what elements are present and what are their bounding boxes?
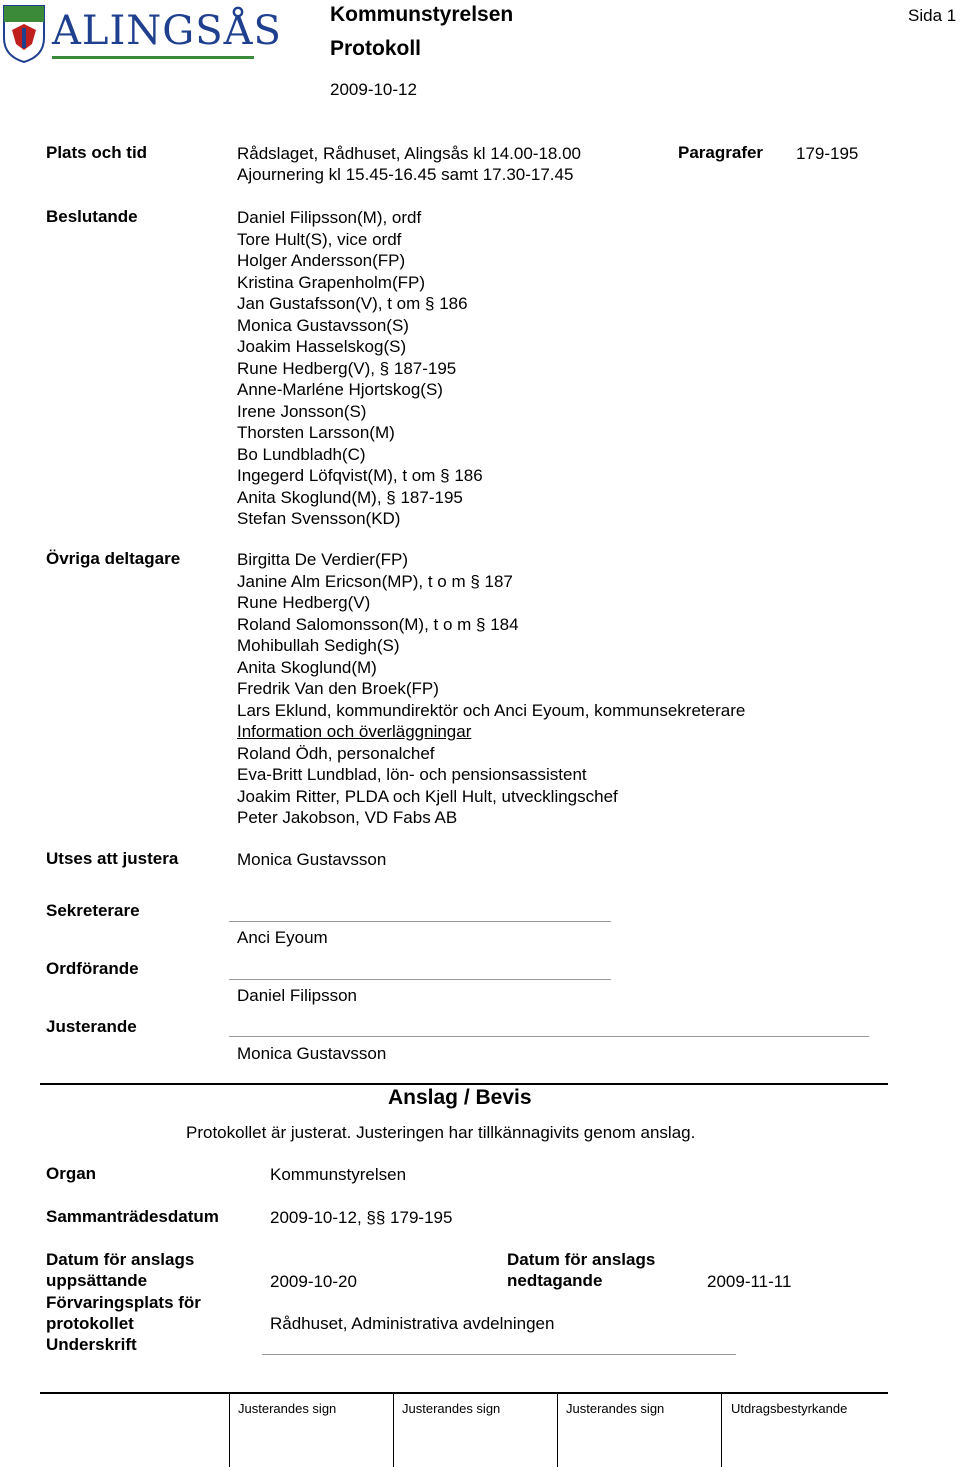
section-divider — [40, 1083, 888, 1085]
coat-of-arms-icon — [2, 4, 46, 64]
ovriga-list — [237, 549, 745, 829]
list-item: Anita Skoglund(M) — [237, 657, 377, 677]
uppsattande-value: 2009-10-20 — [270, 1272, 357, 1291]
uppsattande-label-1: Datum för anslags — [46, 1250, 195, 1269]
justera-value: Monica Gustavsson — [237, 850, 387, 869]
list-item: Fredrik Van den Broek(FP) — [237, 679, 439, 698]
header-org: Kommunstyrelsen — [330, 3, 514, 26]
header-date: 2009-10-12 — [330, 80, 417, 99]
nedtagande-label-1: Datum för anslags — [507, 1250, 656, 1269]
list-item: Joakim Hasselskog(S) — [237, 337, 407, 356]
forvaring-label-1: Förvaringsplats för — [46, 1293, 201, 1312]
list-item: Bo Lundbladh(C) — [237, 444, 366, 464]
list-item: Holger Andersson(FP) — [237, 251, 406, 270]
underskrift-line — [262, 1354, 736, 1355]
list-item: Eva-Britt Lundblad, lön- och pensionsassistent — [237, 765, 587, 784]
organ-value: Kommunstyrelsen — [270, 1165, 407, 1184]
footer-divider — [229, 1393, 230, 1467]
footer-divider — [557, 1393, 558, 1467]
nedtagande-value: 2009-11-11 — [707, 1272, 792, 1291]
justerande-label: Justerande — [46, 1017, 137, 1036]
sammantrade-value: 2009-10-12, §§ 179-195 — [270, 1208, 453, 1227]
sekreterare-label: Sekreterare — [46, 901, 140, 920]
info-heading: Information och överläggningar — [237, 722, 472, 741]
list-item: Irene Jonsson(S) — [237, 401, 367, 421]
list-item: Mohibullah Sedigh(S) — [237, 636, 400, 655]
justerande-name: Monica Gustavsson — [237, 1044, 387, 1063]
plats-line2: Ajournering kl 15.45-16.45 samt 17.30-17.45 — [237, 165, 574, 184]
list-item: Daniel Filipsson(M), ordf — [237, 208, 422, 227]
ovriga-label: Övriga deltagare — [46, 549, 181, 568]
list-item: Birgitta De Verdier(FP) — [237, 550, 408, 569]
beslutande-label: Beslutande — [46, 207, 138, 226]
list-item: Lars Eklund, kommundirektör och Anci Eyoum, kommunsekreterare — [237, 700, 746, 720]
forvaring-value: Rådhuset, Administrativa avdelningen — [270, 1314, 555, 1333]
ordforande-name: Daniel Filipsson — [237, 986, 357, 1005]
signature-line — [229, 979, 611, 980]
anslag-title: Anslag / Bevis — [388, 1086, 532, 1109]
justera-label: Utses att justera — [46, 849, 179, 868]
forvaring-label-2: protokollet — [46, 1314, 134, 1333]
list-item: Rune Hedberg(V), § 187-195 — [237, 358, 457, 378]
list-item: Anita Skoglund(M), § 187-195 — [237, 487, 463, 507]
footer-justerandes-sign-2: Justerandes sign — [402, 1401, 501, 1416]
list-item: Joakim Ritter, PLDA och Kjell Hult, utvecklingschef — [237, 786, 618, 806]
footer-utdragsbestyrkande: Utdragsbestyrkande — [731, 1401, 848, 1416]
list-item: Kristina Grapenholm(FP) — [237, 272, 426, 292]
organ-label: Organ — [46, 1164, 97, 1183]
anslag-statement: Protokollet är justerat. Justeringen har tillkännagivits genom anslag. — [186, 1123, 696, 1142]
beslutande-list — [237, 207, 483, 530]
footer-rule — [40, 1392, 888, 1394]
logo-text: ALINGSÅS — [52, 8, 282, 54]
paragrafer-label: Paragrafer — [678, 143, 764, 162]
list-item: Rune Hedberg(V) — [237, 593, 371, 612]
list-item: Peter Jakobson, VD Fabs AB — [237, 808, 458, 827]
sammantrade-label: Sammanträdesdatum — [46, 1207, 219, 1226]
page-number: Sida 1 — [908, 6, 957, 25]
list-item: Stefan Svensson(KD) — [237, 509, 401, 528]
list-item: Jan Gustafsson(V), t om § 186 — [237, 294, 468, 313]
footer-divider — [721, 1393, 722, 1467]
list-item: Monica Gustavsson(S) — [237, 315, 409, 335]
logo-underline — [52, 56, 254, 59]
sekreterare-name: Anci Eyoum — [237, 928, 328, 947]
plats-line1: Rådslaget, Rådhuset, Alingsås kl 14.00-18.00 — [237, 144, 582, 163]
footer-justerandes-sign-1: Justerandes sign — [238, 1401, 337, 1416]
footer-divider — [393, 1393, 394, 1467]
paragrafer-value: 179-195 — [796, 144, 859, 163]
signature-line — [229, 921, 611, 922]
header-doc-type: Protokoll — [330, 37, 422, 60]
footer-justerandes-sign-3: Justerandes sign — [566, 1401, 665, 1416]
list-item: Tore Hult(S), vice ordf — [237, 229, 402, 249]
underskrift-label: Underskrift — [46, 1335, 137, 1354]
uppsattande-label-2: uppsättande — [46, 1271, 148, 1290]
plats-label: Plats och tid — [46, 143, 148, 162]
list-item: Roland Ödh, personalchef — [237, 743, 435, 763]
list-item: Ingegerd Löfqvist(M), t om § 186 — [237, 466, 483, 485]
list-item: Janine Alm Ericson(MP), t o m § 187 — [237, 571, 513, 591]
nedtagande-label-2: nedtagande — [507, 1271, 603, 1290]
signature-line — [229, 1036, 869, 1037]
ordforande-label: Ordförande — [46, 959, 139, 978]
list-item: Thorsten Larsson(M) — [237, 423, 395, 442]
list-item: Roland Salomonsson(M), t o m § 184 — [237, 614, 519, 634]
municipality-logo — [0, 2, 282, 64]
list-item: Anne-Marléne Hjortskog(S) — [237, 380, 443, 399]
